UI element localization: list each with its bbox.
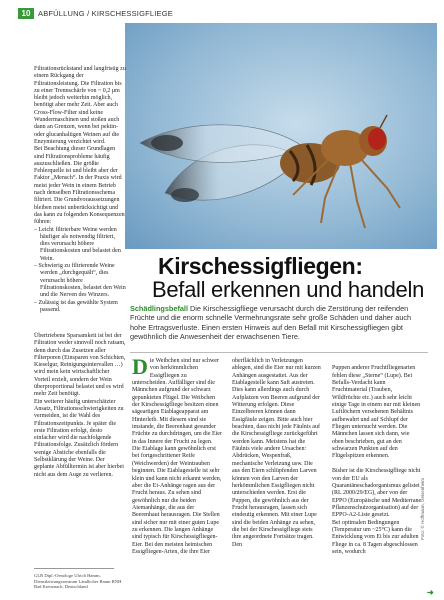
left-column-upper bbox=[34, 66, 126, 314]
article-title: Kirschessigfliegen: bbox=[158, 253, 363, 279]
lead-divider bbox=[130, 352, 428, 353]
body-column-1-text: ie Weibchen sind nur schwer von herkömmlichen Essigfliegen zu unterscheiden. Auffälliger sind die Männchen aufgrund der schwarz gepunkteten Flügel. Die Weibchen der Kirschessigfliege besitzen einen sägeartigen Eiablageapparat am Hinterleib. Mit diesem sind sie imstande, die Beerenhaut gesunder Früchte zu durchdringen, um die Eier in das Innere der Frucht zu legen. Die Eiablage kann gewöhnlich erst bei fortgeschrittener Reife (Weichwerden) der Weintrauben beginnen. Die Eiablagestelle ist sehr klein und kann nicht erkannt werden, aber die Ei-Anhänge ragen aus der Frucht heraus. Zu sehen sind gewöhnlich nur die beiden Atemanhänge, die aus der Beerenhaut herausragen. Die Stellen sind sicher nur mit einer guten Lupe zu erkennen. Die langen Anhänge sind typisch für Kirschessigfliegen-Eier. Bei den meisten heimischen Essigfliegen-Arten, die ihre Eier bbox=[132, 358, 222, 555]
lead-text: Die Kirschessigfliege verursacht durch die Zerstörung der reifenden Früchte und die enorm schnelle Vermehrungsrate sehr große Schäden und daher auch hohe Ertragsverluste. Einen ersten Hinweis auf den Befall mit Kirschessigfliegen gibt gewöhnlich die Anwesenheit der erwachsenen Tiere. bbox=[130, 304, 412, 341]
left-column-lower bbox=[34, 333, 126, 479]
body-column-2 bbox=[232, 358, 322, 549]
lead-paragraph bbox=[130, 304, 428, 341]
left-paragraph-1: Filtrationsrückstand und langfristig zu einem Rückgang der Filtrationsleistung. Die Filtration bis zu einer Trennschärfe von ~ 0,2 µm bleibt jedoch weiterhin möglich, benötigt aber mehr Zeit. Aber auch Cross-Flow-Filter sind keine Wundermaschinen und stoßen auch dann an Grenzen, wenn bei pektin- oder glucanhaltigen Weinen auf die Enzymierung verzichtet wird. bbox=[34, 66, 126, 145]
drop-cap: D bbox=[132, 354, 148, 379]
left-paragraph-4: Ein weiterer häufig unterschätzter Ansatz, Filtrationsschwierigkeiten zu vermeiden, ist die Wahl des Filtrationszeitpunkts. Je später die erste Filtration erfolgt, desto einfacher wird die nachfolgende Filtrationsfolge. Zusätzlich fördern wenige Abstiche ebenfalls die Selbstklärung der Weine. Der geplante Abfülltermin ist aber hierbei nicht aus dem Auge zu verlieren. bbox=[34, 398, 124, 478]
lead-keyword: Schädlingsbefall bbox=[130, 304, 188, 313]
bullet-item: – Zulässig ist das gewählte System passend. bbox=[34, 299, 118, 313]
page-number: 10 bbox=[18, 8, 34, 19]
bullet-item: – Schwierig zu filtrierende Weine werden „durchgequält“, dies verursacht höhere Filtrationskosten, belastet den Wein und die Nerven des Winzers. bbox=[34, 263, 126, 299]
left-paragraph-3: Übertriebene Sparsamkeit ist bei der Filtration weder sinnvoll noch ratsam, denn durch das Zusetzen aller Filterporen (Einsparen von Schichten, Kieselgur, Reinigungsintervallen …) wird mein kein wirtschaftlicher Vorteil erzielt, sondern der Wein überproportional belastet und es wird mehr Zeit benötigt. bbox=[34, 333, 126, 398]
body-column-3 bbox=[332, 358, 422, 564]
bullet-item: – Leicht filtrierbare Weine werden häufiger als notwendig filtriert, dies verursacht höhere Filtrationskosten und belastet den Wein. bbox=[34, 226, 121, 262]
continue-arrow-icon: ➜ bbox=[427, 588, 434, 597]
photo-credit: Foto: © Hoffmann, Geisenheim bbox=[420, 477, 425, 540]
left-paragraph-2: Bei Beachtung dieser Grundlagen sind Filtrationsprobleme häufig auszuschließen. Die größte Fehlerquelle ist und bleibt aber der Faktor „Mensch“. In der Praxis wird meist jeder Wein in einem Betrieb nach denselben Filtrationsschema filtriert. Die Grundvoraussetzungen bleiben meist unberücksichtigt und das kann zu folgenden Konsequenzen führen: bbox=[34, 146, 125, 226]
fly-photo bbox=[125, 23, 437, 249]
credit-divider bbox=[34, 568, 114, 569]
body-column-2-text: oberflächlich in Verletzungen ablegen, sind die Eier nur mit kurzen Anhängen ausgestattet. Aus der Eiablagestelle kann Saft austreten. Dies kann allerdings auch durch Aufplatzen von Beeren aufgrund der Witterung erfolgen. Diese Einzelbeeren können dann Essigfäule zeigen. Bitte auch hier beachten, dass nicht jede Fäulnis auf die Kirschessigfliege zurückgeführt werden kann. Meistens hat die Fäulnis viele andere Ursachen: Abdrücken, Wespenfraß, mechanische Verletzung usw. Die aus den Eiern schlüpfenden Larven können von den Larven der herkömmlichen Essigfliegen nicht unterschieden werden. Erst die Puppen, die gewöhnlich aus der Frucht herausragen, lassen sich eindeutig erkennen. Mit einer Lupe sind die beiden Anhänge zu sehen, die bei der Kirschessigfliege stets ihre angeordnete Fortsätze tragen. Den bbox=[232, 358, 321, 548]
article-subtitle: Befall erkennen und handeln bbox=[152, 277, 425, 302]
author-credit: GLR Dipl.-Oenologe Ulrich Hamm, Dienstleistungszentrum Ländlicher Raum RNH Bad Kreuznach, Deutschland bbox=[34, 573, 122, 590]
body-column-1 bbox=[132, 354, 222, 556]
fly-illustration-icon bbox=[125, 23, 437, 249]
section-header: ABFÜLLUNG / KIRSCHESSIGFLIEGE bbox=[38, 9, 173, 18]
body-column-3-text: Puppen anderer Fruchtfliegenarten fehlen diese „Sterne“ (Lupe). Bei Befalls-Verdacht kann Fruchtmaterial (Trauben, Wildfrüchte etc.) auch sehr leicht einige Tage in einem nur mit kleinen Luftlöchern versehenen Behältnis aufbewahrt und auf Schlupf der Fliegen untersucht werden. Die Männchen lassen sich dann, wie oben beschrieben, gut an den schwarzen Punkten auf den Flügelspitzen erkennen. Bisher ist die Kirschessigfliege nicht von der EU als Quarantäneschadorganismus gelistet (RL 2000/29/EG), aber von der EPPO (Europäische und Mediterrane Pflanzenschutzorganisation) auf der EPPO-A2-Liste gesetzt. Bei optimalen Bedingungen (Temperatur um ~25°C) kann die Entwicklung vom Ei bis zur adulten Fliege in ca. 8 Tagen abgeschlossen sein, wodurch bbox=[332, 365, 422, 555]
